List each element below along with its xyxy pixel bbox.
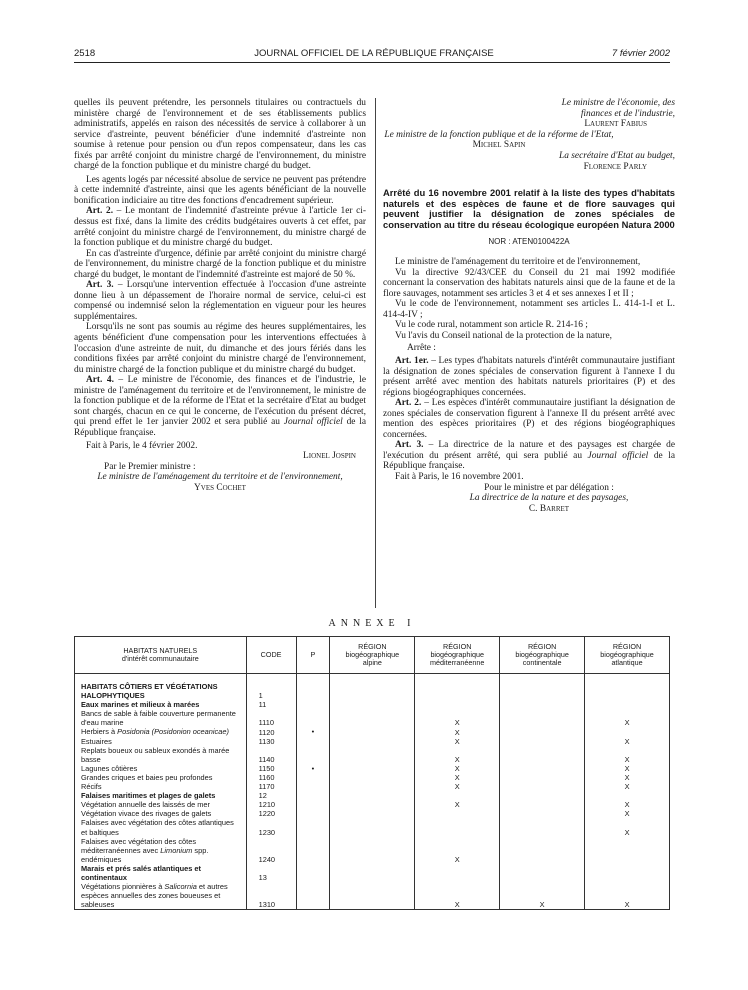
priority-cell xyxy=(296,809,330,818)
habitat-code: 11 xyxy=(246,700,296,709)
habitat-code: 13 xyxy=(246,864,296,882)
priority-cell xyxy=(296,674,330,701)
delegation-role: La directrice de la nature et des paysages, xyxy=(469,493,629,504)
preamble: Le ministre de l'aménagement du territoire et de l'environnement, xyxy=(395,257,641,268)
continental-cell xyxy=(500,737,585,746)
alpine-cell xyxy=(330,864,415,882)
habitat-code: 1170 xyxy=(246,782,296,791)
header-text: méditerranéenne xyxy=(430,658,485,667)
mediterranean-cell: X xyxy=(415,800,500,809)
priority-cell xyxy=(296,791,330,800)
atlantic-cell xyxy=(585,700,670,709)
priority-cell xyxy=(296,864,330,882)
continental-cell xyxy=(500,791,585,800)
article-2 xyxy=(383,398,675,440)
mediterranean-cell xyxy=(415,791,500,800)
continental-cell xyxy=(500,837,585,864)
signer-name: Lionel Jospin xyxy=(303,451,356,462)
alpine-cell xyxy=(330,700,415,709)
habitat-name xyxy=(75,727,247,736)
habitat-code: 1120 xyxy=(246,727,296,736)
priority-cell xyxy=(296,737,330,746)
habitat-code: 1310 xyxy=(246,882,296,910)
header-p: P xyxy=(296,637,330,674)
priority-cell: • xyxy=(296,764,330,773)
priority-cell xyxy=(296,709,330,727)
table-row xyxy=(75,818,670,836)
habitat-code: 1130 xyxy=(246,737,296,746)
table-row xyxy=(75,882,670,910)
right-column xyxy=(383,98,675,514)
habitat-name-text: Végétations pionnières à xyxy=(81,882,165,892)
signature-role: Le ministre de l'économie, des finances et de l'industrie, xyxy=(561,98,675,119)
table-row xyxy=(75,737,670,746)
article-text: – Le montant de l'indemnité d'astreinte prévue à l'article 1er ci-dessus est fixé, dans la limite des crédits budgétaires ouverts à cet effet, par arrêté conjoint du ministre chargé de l'environnement, du ministre chargé de la fonction publique et du ministre chargé du budget. xyxy=(74,206,366,249)
continental-cell xyxy=(500,809,585,818)
continental-cell xyxy=(500,773,585,782)
table-row xyxy=(75,727,670,736)
par-le-premier-ministre: Par le Premier ministre : xyxy=(104,461,196,472)
table-row xyxy=(75,782,670,791)
header-text: RÉGION xyxy=(443,642,472,651)
mediterranean-cell: X xyxy=(415,782,500,791)
mediterranean-cell: X xyxy=(415,746,500,764)
continental-cell xyxy=(500,674,585,701)
habitat-code: 1 xyxy=(246,674,296,701)
priority-cell xyxy=(296,782,330,791)
article-text: de la République française. xyxy=(383,450,675,472)
header-alpine xyxy=(330,637,415,674)
header-text: RÉGION xyxy=(358,642,387,651)
mediterranean-cell: X xyxy=(415,764,500,773)
mediterranean-cell: X xyxy=(415,773,500,782)
table-row xyxy=(75,764,670,773)
table-row xyxy=(75,864,670,882)
signing-place-date: Fait à Paris, le 4 février 2002. xyxy=(86,440,198,451)
alpine-cell xyxy=(330,837,415,864)
header-text: biogéographique xyxy=(430,650,484,659)
atlantic-cell: X xyxy=(585,773,670,782)
atlantic-cell: X xyxy=(585,800,670,809)
header-text: atlantique xyxy=(611,658,643,667)
alpine-cell xyxy=(330,882,415,910)
issue-date: 7 février 2002 xyxy=(611,48,670,59)
article-4 xyxy=(74,375,366,438)
header-text: biogéographique xyxy=(345,650,400,659)
alpine-cell xyxy=(330,727,415,736)
header-continental xyxy=(500,637,585,674)
mediterranean-cell xyxy=(415,700,500,709)
header-text: RÉGION xyxy=(612,642,642,651)
article-1 xyxy=(383,356,675,398)
habitat-name-italic: Salicornia xyxy=(164,882,197,892)
atlantic-cell: X xyxy=(585,818,670,836)
habitat-name-text: Falaises avec végétation des côtes méditerranéennes avec xyxy=(81,836,197,855)
alpine-cell xyxy=(330,818,415,836)
page-number: 2518 xyxy=(74,48,96,59)
table-row xyxy=(75,674,670,701)
mediterranean-cell xyxy=(415,864,500,882)
atlantic-cell xyxy=(585,727,670,736)
header-text: biogéographique xyxy=(515,650,569,659)
article-3 xyxy=(74,280,366,322)
continental-cell xyxy=(500,746,585,764)
habitat-name xyxy=(75,882,247,910)
header-text: biogéographique xyxy=(600,650,654,659)
atlantic-cell xyxy=(585,864,670,882)
continental-cell xyxy=(500,818,585,836)
alpine-cell xyxy=(330,800,415,809)
article-text: – Le ministre de l'économie, des finances et de l'industrie, le ministre de l'aménagement du territoire et de l'environnement, le ministre de la fonction publique et de la réforme de l'Etat et la secrétaire d'Etat au budget sont chargés, chacun en ce qui le concerne, de l'exécution du présent décret, qui prend effet le 1er janvier 2002 et sera publié au xyxy=(74,375,366,428)
article-text: – La directrice de la nature et des paysages est chargée de l'exécution du présent arrêté, qui sera publié au xyxy=(383,440,675,461)
habitat-code: 1230 xyxy=(246,818,296,836)
habitat-code: 1160 xyxy=(246,773,296,782)
column-divider xyxy=(375,98,376,608)
table-row xyxy=(75,791,670,800)
habitat-name-text: spp. endémiques xyxy=(81,845,209,864)
habitat-code: 1150 xyxy=(246,764,296,773)
delegation-name: C. Barret xyxy=(528,503,570,514)
signature-name: Laurent Fabius xyxy=(584,119,647,130)
signature-name: Florence Parly xyxy=(583,161,647,172)
paragraph: Lorsqu'ils ne sont pas soumis au régime des heures supplémentaires, les agents bénéficient d'une compensation pour les interventions effectuées à l'occasion d'une astreinte de nuit, du dimanche et des jours fériés dans les conditions fixées par arrêté conjoint du ministre chargé de l'environnement, du ministre chargé de la fonction publique et du ministre chargé du budget. xyxy=(74,322,366,375)
priority-cell xyxy=(296,700,330,709)
nor-reference: NOR : ATEN0100422A xyxy=(488,236,570,246)
signature-role: Le ministre de la fonction publique et de la réforme de l'Etat, xyxy=(384,129,614,140)
habitat-name: Falaises maritimes et plages de galets xyxy=(75,791,247,800)
minister-role: Le ministre de l'aménagement du territoire et de l'environnement, xyxy=(97,472,343,483)
priority-cell xyxy=(296,818,330,836)
habitat-name: Bancs de sable à faible couverture permanente d'eau marine xyxy=(75,709,247,727)
alpine-cell xyxy=(330,737,415,746)
table-row xyxy=(75,746,670,764)
continental-cell xyxy=(500,700,585,709)
alpine-cell xyxy=(330,809,415,818)
continental-cell xyxy=(500,727,585,736)
continental-cell xyxy=(500,800,585,809)
alpine-cell xyxy=(330,746,415,764)
article-label: Art. 2. xyxy=(86,206,114,217)
atlantic-cell xyxy=(585,791,670,800)
mediterranean-cell xyxy=(415,818,500,836)
priority-cell: • xyxy=(296,727,330,736)
atlantic-cell xyxy=(585,837,670,864)
journal-title: JOURNAL OFFICIEL DE LA RÉPUBLIQUE FRANÇAISE xyxy=(254,48,494,59)
header-habitats xyxy=(75,637,247,674)
habitat-name-italic: Limonium xyxy=(160,845,193,855)
priority-cell xyxy=(296,837,330,864)
continental-cell xyxy=(500,709,585,727)
habitat-name: Replats boueux ou sableux exondés à marée basse xyxy=(75,746,247,764)
mediterranean-cell: X xyxy=(415,737,500,746)
article-text: – Les types d'habitats naturels d'intérêt communautaire justifiant la désignation de zones spéciales de conservation figurent à l'annexe I du présent arrêté avec mention des habitats naturels prioritaires (P) et des régions biogéographiques concernées. xyxy=(383,356,675,398)
habitat-name: Grandes criques et baies peu profondes xyxy=(75,773,247,782)
article-label: Art. 1er. xyxy=(395,356,429,366)
article-3 xyxy=(383,440,675,472)
habitats-table xyxy=(74,636,670,910)
priority-cell xyxy=(296,773,330,782)
mediterranean-cell: X xyxy=(415,727,500,736)
table-header-row xyxy=(75,637,670,674)
habitat-code: 1240 xyxy=(246,837,296,864)
article-2 xyxy=(74,206,366,248)
journal-ref: Journal officiel xyxy=(283,417,343,428)
article-text: – Les espèces d'intérêt communautaire justifiant la désignation de zones spéciales de conservation figurent à l'annexe II du présent arrêté avec mention des espèces prioritaires (P) et des régions biogéographiques concernées. xyxy=(383,398,675,440)
signing-place-date: Fait à Paris, le 16 novembre 2001. xyxy=(395,472,524,483)
habitat-name-italic: Posidonia (Posidonion oceanicae) xyxy=(117,727,229,737)
continental-cell: X xyxy=(500,882,585,910)
habitat-name xyxy=(75,837,247,864)
table-row xyxy=(75,709,670,727)
atlantic-cell: X xyxy=(585,737,670,746)
annex-title: ANNEXE I xyxy=(328,618,416,629)
mediterranean-cell xyxy=(415,809,500,818)
habitat-name: Marais et prés salés atlantiques et continentaux xyxy=(75,864,247,882)
signature-name: Michel Sapin xyxy=(472,140,526,151)
habitat-name: Estuaires xyxy=(75,737,247,746)
habitat-code: 12 xyxy=(246,791,296,800)
alpine-cell xyxy=(330,791,415,800)
priority-cell xyxy=(296,800,330,809)
minister-name: Yves Cochet xyxy=(194,482,246,493)
continental-cell xyxy=(500,864,585,882)
priority-cell xyxy=(296,882,330,910)
header-rule xyxy=(74,62,670,63)
visa: Vu l'avis du Conseil national de la protection de la nature, xyxy=(395,330,612,341)
delegation: Pour le ministre et par délégation : xyxy=(484,482,614,493)
atlantic-cell: X xyxy=(585,709,670,727)
continental-cell xyxy=(500,782,585,791)
habitat-name: HABITATS CÔTIERS ET VÉGÉTATIONS HALOPHYTIQUES xyxy=(75,674,247,701)
alpine-cell xyxy=(330,709,415,727)
habitat-code: 1110 xyxy=(246,709,296,727)
table-row xyxy=(75,773,670,782)
habitat-code: 1140 xyxy=(246,746,296,764)
atlantic-cell: X xyxy=(585,764,670,773)
table-row xyxy=(75,837,670,864)
header-atlantic xyxy=(585,637,670,674)
header-mediterranean xyxy=(415,637,500,674)
atlantic-cell xyxy=(585,674,670,701)
arrete-label: Arrête : xyxy=(407,343,436,354)
header-text: HABITATS NATURELS xyxy=(123,646,198,655)
habitat-name: Végétation annuelle des laissés de mer xyxy=(75,800,247,809)
table-row xyxy=(75,809,670,818)
article-label: Art. 4. xyxy=(86,375,114,386)
paragraph: quelles ils peuvent prétendre, les personnels titulaires ou contractuels du ministère chargé de l'environnement et de ses établissements publics administratifs, appelés en raison des nécessités de service à collaborer à un service d'astreinte, peuvent bénéficier d'une indemnité d'astreinte non soumise à retenue pour pension ou d'un repos compensateur, dans les cas fixés par arrêté conjoint du ministre chargé de l'environnement, du ministre chargé de la fonction publique et du ministre chargé du budget. xyxy=(74,98,366,172)
signature-role: La secrétaire d'Etat au budget, xyxy=(559,150,675,161)
header-text: RÉGION xyxy=(527,642,557,651)
article-label: Art. 3. xyxy=(395,440,424,451)
alpine-cell xyxy=(330,782,415,791)
habitat-name: Lagunes côtières xyxy=(75,764,247,773)
header-text: d'intérêt communautaire xyxy=(121,654,199,663)
article-label: Art. 2. xyxy=(395,398,422,409)
visa: Vu le code de l'environnement, notamment ses articles L. 414-1-I et L. 414-4-IV ; xyxy=(383,299,675,320)
mediterranean-cell: X xyxy=(415,837,500,864)
priority-cell xyxy=(296,746,330,764)
paragraph: En cas d'astreinte d'urgence, définie par arrêté conjoint du ministre chargé de l'environnement, du ministre chargé de la fonction publique et du ministre chargé du budget, le montant de l'indemnité d'astreinte est majoré de 50 %. xyxy=(74,248,366,280)
article-text: de la République française. xyxy=(74,417,366,438)
habitat-name: Végétation vivace des rivages de galets xyxy=(75,809,247,818)
habitat-code: 1210 xyxy=(246,800,296,809)
habitat-name-text: Herbiers à xyxy=(81,727,118,737)
atlantic-cell: X xyxy=(585,746,670,764)
header-code: CODE xyxy=(246,637,296,674)
habitat-name: Récifs xyxy=(75,782,247,791)
habitat-name: Eaux marines et milieux à marées xyxy=(75,700,247,709)
table-row xyxy=(75,800,670,809)
mediterranean-cell: X xyxy=(415,882,500,910)
habitat-name: Falaises avec végétation des côtes atlantiques et baltiques xyxy=(75,818,247,836)
atlantic-cell: X xyxy=(585,882,670,910)
paragraph: Les agents logés par nécessité absolue de service ne peuvent pas prétendre à cette indemnité d'astreinte, ainsi que les agents bénéficiant de la nouvelle bonification indiciaire au titre des fonctions d'encadrement supérieur. xyxy=(74,174,366,206)
left-column xyxy=(74,98,366,493)
continental-cell xyxy=(500,764,585,773)
header-text: continentale xyxy=(522,658,562,667)
atlantic-cell: X xyxy=(585,809,670,818)
visa: Vu le code rural, notamment son article R. 214-16 ; xyxy=(395,320,588,331)
alpine-cell xyxy=(330,674,415,701)
visa: Vu la directive 92/43/CEE du Conseil du 21 mai 1992 modifiée concernant la conservation des habitats naturels ainsi que de la faune et de la flore sauvages, notamment ses articles 3 et 4 et ses annexes I et II ; xyxy=(383,267,675,299)
article-label: Art. 3. xyxy=(86,280,114,291)
article-text: – Lorsqu'une intervention effectuée à l'occasion d'une astreinte donne lieu à un dépassement de l'horaire normal de service, celui-ci est compensé ou indemnisé selon la réglementation en vigueur pour les heures supplémentaires. xyxy=(74,280,366,322)
atlantic-cell: X xyxy=(585,782,670,791)
habitat-name-text: et autres espèces annuelles des zones boueuses et sableuses xyxy=(81,882,228,910)
table-row xyxy=(75,700,670,709)
header-text: alpine xyxy=(362,658,382,667)
arrete-title: Arrêté du 16 novembre 2001 relatif à la liste des types d'habitats naturels et des espèces de faune et de flore sauvages qui peuvent justifier la désignation de zones spéciales de conservation au titre du réseau écologique européen Natura 2000 xyxy=(383,187,675,230)
habitat-code: 1220 xyxy=(246,809,296,818)
journal-ref: Journal officiel xyxy=(587,450,649,461)
mediterranean-cell: X xyxy=(415,709,500,727)
mediterranean-cell xyxy=(415,674,500,701)
alpine-cell xyxy=(330,773,415,782)
alpine-cell xyxy=(330,764,415,773)
